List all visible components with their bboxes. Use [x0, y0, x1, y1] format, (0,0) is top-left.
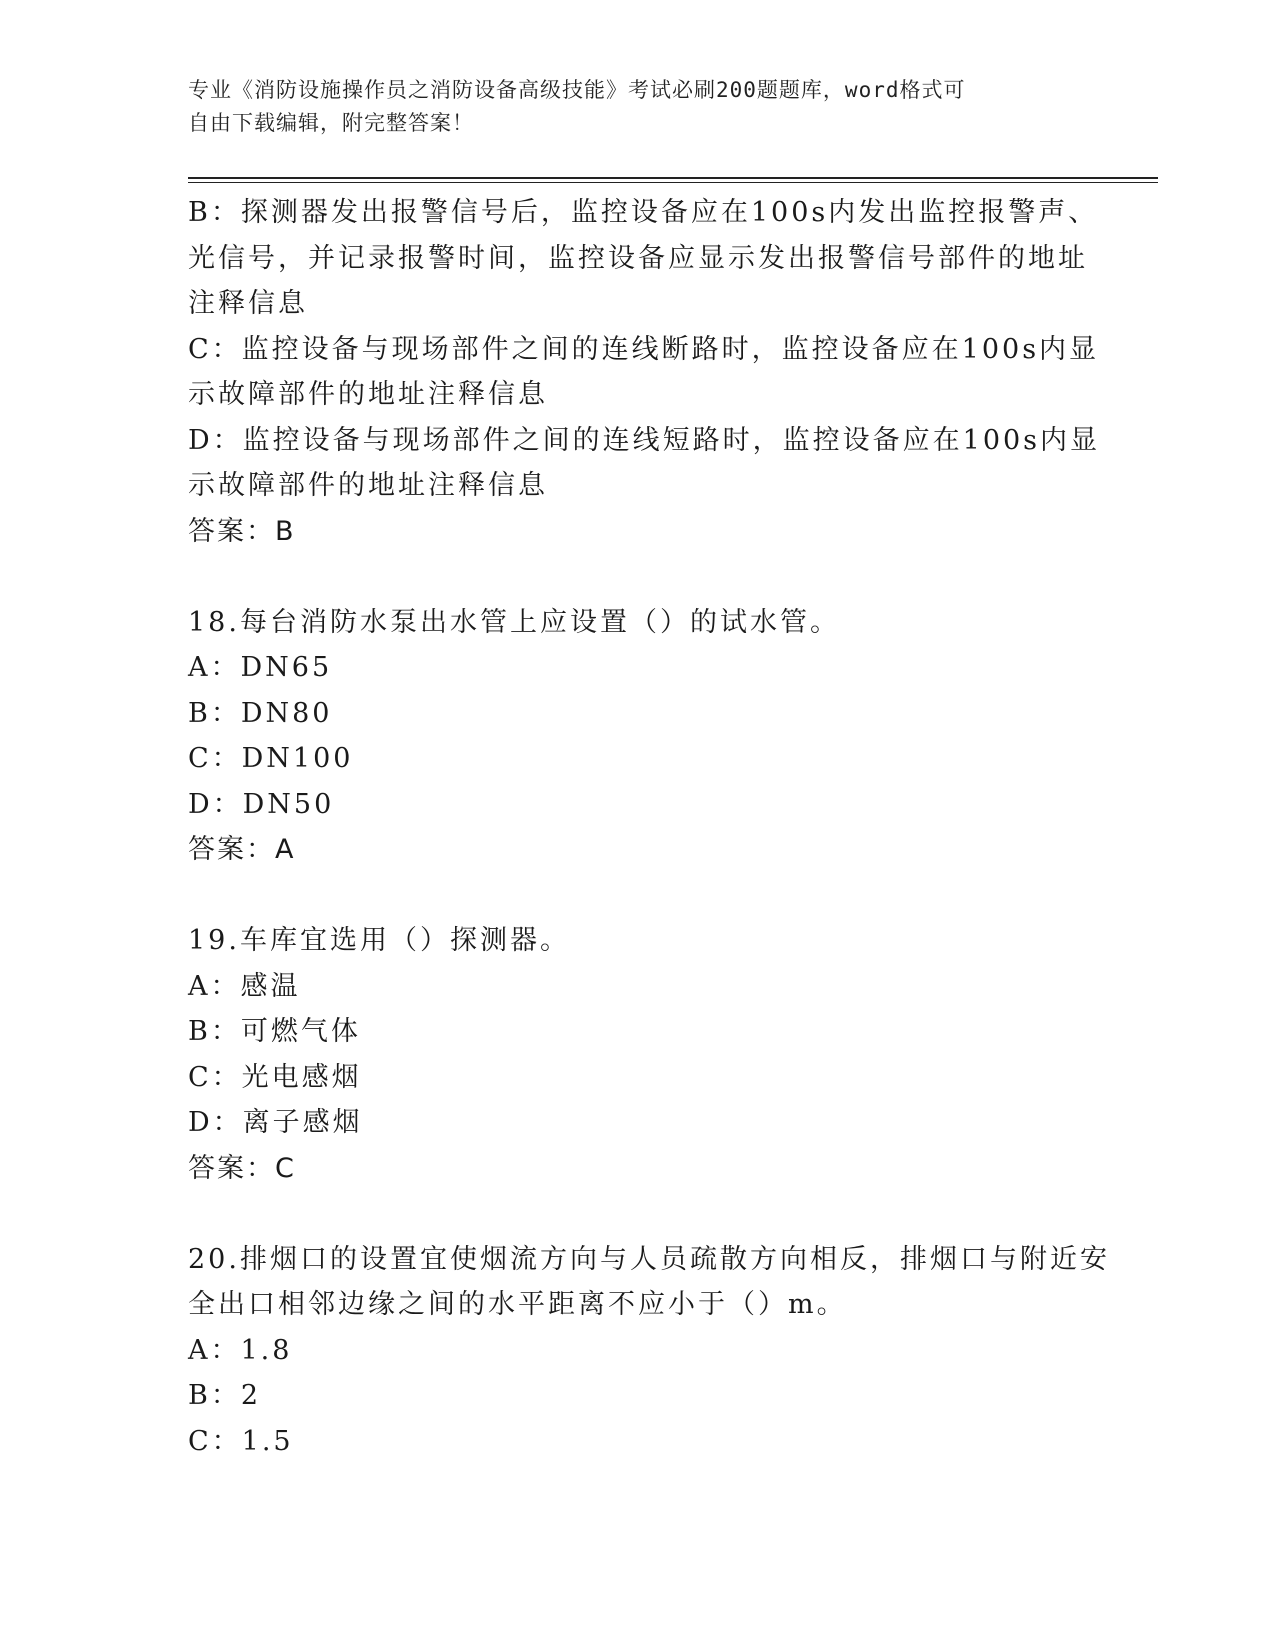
option-d: D：离子感烟 [188, 1107, 363, 1138]
option-d-line-2: 示故障部件的地址注释信息 [188, 470, 548, 501]
question-stem: 18.每台消防水泵出水管上应设置（）的试水管。 [188, 606, 840, 638]
option-a: A：感温 [188, 970, 301, 1002]
option-b-line-3: 注释信息 [188, 288, 308, 319]
option-c-line-2: 示故障部件的地址注释信息 [188, 379, 548, 410]
option-d: D：DN50 [188, 788, 335, 820]
option-c: C：光电感烟 [188, 1061, 362, 1093]
option-b: B：可燃气体 [188, 1016, 361, 1047]
answer-line: 答案：A [188, 834, 296, 865]
spacer [188, 1191, 1088, 1237]
option-b-line-1: B：探测器发出报警信号后，监控设备应在100s内发出监控报警声、 [188, 197, 1099, 228]
option-c: C：1.5 [188, 1425, 294, 1457]
option-b: B：2 [188, 1380, 262, 1411]
document-body [188, 190, 1110, 1464]
document-header [188, 74, 1088, 140]
question-17-continued [188, 190, 1101, 554]
spacer [188, 554, 1088, 600]
option-a: A：1.8 [188, 1334, 293, 1366]
spacer [188, 873, 1088, 919]
option-b: B：DN80 [188, 697, 333, 729]
question-20 [188, 1237, 1110, 1465]
header-divider-thick [188, 177, 1158, 179]
question-stem-line-2: 全出口相邻边缘之间的水平距离不应小于（）m。 [188, 1289, 847, 1320]
answer-line: 答案：C [188, 1152, 296, 1184]
header-divider-thin [188, 182, 1158, 183]
header-title-line-1: 专业《消防设施操作员之消防设备高级技能》考试必刷200题题库，word格式可 [188, 78, 966, 102]
option-c: C：DN100 [188, 743, 354, 774]
question-19 [188, 918, 1088, 1191]
header-title-line-2: 自由下载编辑，附完整答案！ [188, 111, 474, 135]
question-stem-line-1: 20.排烟口的设置宜使烟流方向与人员疏散方向相反，排烟口与附近安 [188, 1243, 1110, 1275]
option-b-line-2: 光信号，并记录报警时间，监控设备应显示发出报警信号部件的地址 [188, 242, 1088, 274]
answer-line: 答案：B [188, 515, 296, 547]
question-18 [188, 600, 1088, 873]
option-c-line-1: C：监控设备与现场部件之间的连线断路时，监控设备应在100s内显 [188, 333, 1100, 365]
option-a: A：DN65 [188, 652, 333, 683]
question-stem: 19.车库宜选用（）探测器。 [188, 925, 570, 956]
option-d-line-1: D：监控设备与现场部件之间的连线短路时，监控设备应在100s内显 [188, 424, 1101, 456]
